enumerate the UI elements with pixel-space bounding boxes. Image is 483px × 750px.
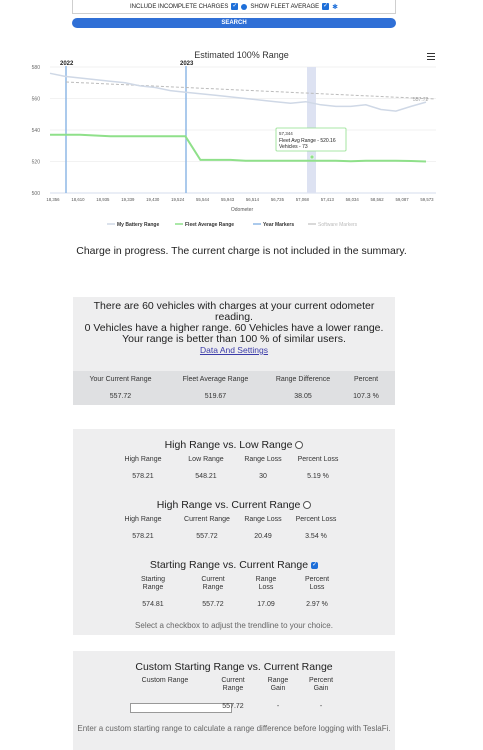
- x-tick-label: 19,339: [121, 197, 135, 202]
- hc-header-loss: Range Loss: [244, 516, 282, 523]
- tooltip: [276, 128, 346, 151]
- x-tick-label: 19,430: [146, 197, 160, 202]
- sc-header-start-l2: Range: [142, 584, 164, 591]
- x-tick-label: 19,524: [171, 197, 185, 202]
- x-tick-label: 18,610: [71, 197, 85, 202]
- hl-header-loss: Range Loss: [244, 456, 282, 463]
- summary-panel: [73, 297, 395, 405]
- custom-header-current-l1: Current: [221, 677, 245, 684]
- series-my-battery-range: [50, 73, 426, 111]
- x-axis-label: Odometer: [230, 207, 254, 213]
- high-current-section: [73, 499, 395, 511]
- sc-header-loss: [241, 576, 291, 592]
- trend-line: [66, 82, 435, 99]
- y-tick-label: 500: [31, 191, 40, 197]
- high-low-section: [73, 439, 395, 451]
- hl-header-percent: Percent Loss: [297, 456, 339, 463]
- hc-header-current: Current Range: [184, 516, 230, 523]
- y-tick-label: 580: [31, 65, 40, 71]
- year-label-2023: 2023: [180, 61, 194, 67]
- year-label-2022: 2022: [60, 61, 74, 67]
- y-tick-label: 540: [31, 128, 40, 134]
- range-chart: [0, 60, 483, 235]
- legend-software-markers[interactable]: Software Markers: [318, 222, 358, 228]
- x-tick-label: 56,735: [270, 197, 284, 202]
- x-tick-label: 56,514: [245, 197, 260, 202]
- tooltip-point: [310, 155, 314, 159]
- sc-header-current-l1: Current: [201, 576, 225, 583]
- x-tick-label: 55,943: [220, 197, 235, 202]
- include-incomplete-checkbox[interactable]: ✓: [232, 3, 238, 9]
- search-button[interactable]: SEARCH: [72, 18, 396, 28]
- end-value-label: 557.72: [413, 97, 429, 103]
- summary-line1: There are 60 vehicles with charges at your current odometer reading.: [93, 300, 375, 323]
- tooltip-line2: Vehicles - 73: [279, 144, 308, 150]
- sc-header-start-l1: Starting: [140, 576, 166, 583]
- chart-options-bar: [72, 0, 396, 14]
- high-low-title: High Range vs. Low Range: [164, 439, 293, 451]
- legend-fleet-average-range[interactable]: Fleet Average Range: [185, 222, 235, 228]
- custom-hint: Enter a custom starting range to calculate a range difference before logging with TeslaFi.: [77, 724, 391, 733]
- start-current-title: Starting Range vs. Current Range: [149, 559, 309, 571]
- custom-header-percent: [296, 677, 346, 693]
- hl-percent-value: 5.19 %: [307, 473, 329, 480]
- summary-header-current: Your Current Range: [89, 376, 152, 383]
- range-comparison-panel: [73, 429, 395, 635]
- hl-header-high: High Range: [124, 456, 162, 463]
- custom-header-percent-l1: Percent: [308, 677, 334, 684]
- x-tick-label: 55,544: [196, 197, 210, 202]
- summary-header-fleet: Fleet Average Range: [182, 376, 249, 383]
- legend: [107, 222, 358, 228]
- gear-icon[interactable]: ✱: [332, 3, 339, 11]
- sc-loss-value: 17.09: [257, 601, 275, 608]
- high-current-checkbox[interactable]: [303, 501, 311, 509]
- x-tick-label: 18,935: [96, 197, 110, 202]
- sc-header-current: [188, 576, 238, 592]
- series-fleet-average-range: [50, 135, 426, 162]
- summary-percent: 107.3 %: [353, 393, 379, 400]
- tooltip-odometer: 57,344: [279, 131, 293, 136]
- show-fleet-average-label: SHOW FLEET AVERAGE: [250, 3, 320, 10]
- high-current-title: High Range vs. Current Range: [156, 499, 301, 511]
- custom-header-gain-l1: Range: [267, 677, 289, 684]
- summary-table: [73, 371, 395, 405]
- x-tick-label: 58,562: [370, 197, 384, 202]
- custom-header-gain-l2: Gain: [270, 685, 286, 692]
- x-tick-label: 59,573: [420, 197, 434, 202]
- custom-header-current-l2: Range: [222, 685, 244, 692]
- data-and-settings-link[interactable]: Data And Settings: [199, 345, 269, 355]
- sc-header-loss-l1: Range: [255, 576, 277, 583]
- hc-header-high: High Range: [124, 516, 162, 523]
- hc-percent-value: 3.54 %: [305, 533, 327, 540]
- x-tick-label: 57,413: [320, 197, 334, 202]
- include-incomplete-label: INCLUDE INCOMPLETE CHARGES: [129, 3, 229, 10]
- high-low-checkbox[interactable]: [295, 441, 303, 449]
- custom-header-current: [208, 677, 258, 693]
- custom-current-value: 557.72: [222, 703, 244, 710]
- hc-loss-value: 20.49: [254, 533, 272, 540]
- sc-header-percent-l2: Loss: [309, 584, 325, 591]
- summary-fleet-range: 519.67: [204, 393, 227, 400]
- x-tick-label: 18,356: [46, 197, 60, 202]
- custom-range-panel: [73, 651, 395, 750]
- summary-line3: Your range is better than 100 % of similar users.: [122, 333, 346, 345]
- hc-current-value: 557.72: [196, 533, 218, 540]
- start-current-checkbox[interactable]: ✓: [312, 561, 318, 568]
- sc-header-percent: [292, 576, 342, 592]
- sc-header-loss-l2: Loss: [258, 584, 274, 591]
- summary-range-difference: 38.05: [294, 393, 312, 400]
- sc-current-value: 557.72: [202, 601, 224, 608]
- sc-header-percent-l1: Percent: [304, 576, 330, 583]
- start-current-section: [73, 559, 395, 571]
- sc-header-current-l2: Range: [202, 584, 224, 591]
- custom-header-percent-l2: Gain: [313, 685, 329, 692]
- summary-line2: 0 Vehicles have a higher range. 60 Vehicles have a lower range.: [84, 322, 384, 334]
- sc-start-value: 574.81: [142, 601, 164, 608]
- y-tick-label: 520: [31, 159, 40, 166]
- custom-percent-value: -: [319, 703, 323, 710]
- x-tick-label: 59,087: [395, 197, 409, 202]
- hl-high-value: 578.21: [132, 473, 154, 480]
- tooltip-line1: Fleet Avg Range - 520.16: [279, 138, 336, 144]
- summary-header-diff: Range Difference: [275, 376, 331, 383]
- custom-title: Custom Starting Range vs. Current Range: [135, 661, 333, 673]
- x-tick-label: 57,068: [295, 197, 309, 202]
- charge-in-progress-note: Charge in progress. The current charge is not included in the summary.: [76, 245, 407, 257]
- legend-my-battery-range[interactable]: My Battery Range: [117, 222, 160, 228]
- hl-header-low: Low Range: [188, 456, 224, 463]
- info-icon[interactable]: [241, 4, 247, 10]
- hl-low-value: 548.21: [195, 473, 217, 480]
- hc-header-percent: Percent Loss: [295, 516, 337, 523]
- custom-gain-value: -: [276, 703, 280, 710]
- trendline-hint: Select a checkbox to adjust the trendline to your choice.: [135, 621, 333, 630]
- hc-high-value: 578.21: [132, 533, 154, 540]
- chart-title: Estimated 100% Range: [194, 50, 289, 60]
- summary-current-range: 557.72: [109, 393, 132, 400]
- sc-header-start: [128, 576, 178, 592]
- y-tick-label: 560: [31, 96, 40, 103]
- x-tick-label: 58,034: [345, 197, 359, 202]
- legend-year-markers[interactable]: Year Markers: [263, 222, 295, 228]
- hl-loss-value: 30: [259, 473, 267, 480]
- show-fleet-average-checkbox[interactable]: ✓: [323, 3, 329, 9]
- custom-header-custom: Custom Range: [141, 677, 189, 684]
- sc-percent-value: 2.97 %: [306, 601, 328, 608]
- summary-header-percent: Percent: [353, 376, 379, 383]
